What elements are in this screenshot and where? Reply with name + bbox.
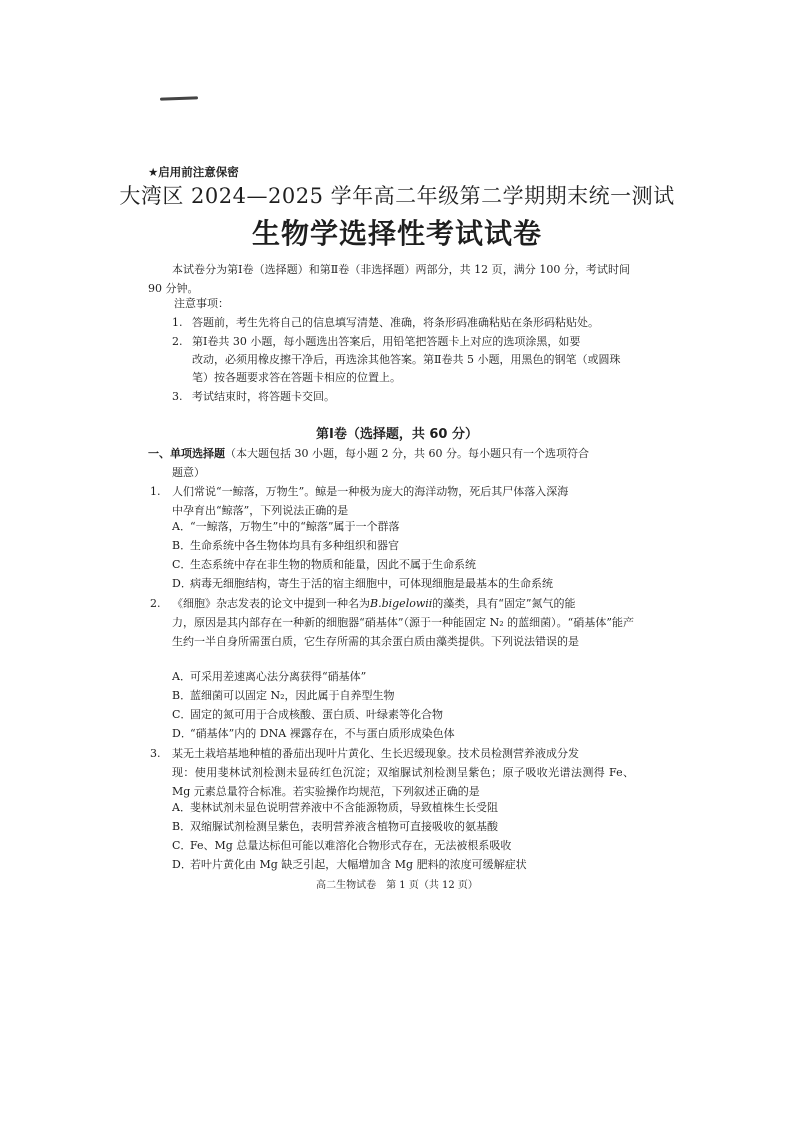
- question-stem-continued: 现：使用斐林试剂检测未显砖红色沉淀；双缩脲试剂检测呈紫色；原子吸收光谱法测得 Fe、Mg 元素总量符合标准。若实验操作均规范，下列叙述正确的是: [172, 766, 634, 798]
- note-text: 答题前，考生先将自己的信息填写清楚、准确，将条形码准确粘贴在条形码粘贴处。: [192, 316, 599, 329]
- note-item: [172, 388, 632, 406]
- option-text: 斐林试剂未显色说明营养液中不含能源物质，导致植株生长受阻: [190, 801, 498, 814]
- option-c: [172, 837, 634, 855]
- option-label: A．: [172, 520, 191, 533]
- option-label: A．: [172, 670, 191, 683]
- note-number: 2.: [172, 335, 183, 348]
- option-label: D．: [172, 727, 192, 740]
- question-number: 2.: [150, 597, 161, 610]
- part-description: （本大题包括 30 小题，每小题 2 分，共 60 分。每小题只有一个选项符合: [225, 447, 589, 460]
- option-a: [172, 518, 634, 536]
- notes-title: 注意事项：: [174, 297, 229, 310]
- part-description-continued: 题意）: [172, 466, 205, 479]
- question-number: 1.: [150, 485, 161, 498]
- question-stem-continued: 力，原因是其内部存在一种新的细胞器“硝基体”（源于一种能固定 N₂ 的蓝细菌）。“硝基体”能产生约一半自身所需蛋白质，它生存所需的其余蛋白质由藻类提供。下列说法错误的是: [172, 616, 634, 648]
- option-d: [172, 575, 634, 593]
- option-label: B．: [172, 820, 192, 833]
- option-text: 固定的氮可用于合成核酸、蛋白质、叶绿素等化合物: [190, 708, 443, 721]
- option-a: [172, 799, 634, 817]
- question-stem-tail: 的藻类，具有“固定”氮气的能: [432, 597, 576, 610]
- option-b: [172, 537, 634, 555]
- option-label: C．: [172, 558, 192, 571]
- question-3: [150, 744, 634, 801]
- exam-subtitle: 大湾区 2024—2025 学年高二年级第二学期期末统一测试: [119, 184, 675, 208]
- confidential-label: ★启用前注意保密: [148, 165, 239, 179]
- option-c: [172, 706, 634, 724]
- option-b: [172, 687, 634, 705]
- option-text: 蓝细菌可以固定 N₂，因此属于自养型生物: [190, 689, 395, 702]
- part-label: 一、单项选择题: [148, 447, 225, 460]
- note-text-continued: 改动，必须用橡皮擦干净后，再选涂其他答案。第Ⅱ卷共 5 小题，用黑色的钢笔（或圆珠笔）按各题要求答在答题卡相应的位置上。: [192, 353, 621, 384]
- option-text: “硝基体”内的 DNA 裸露存在，不与蛋白质形成染色体: [190, 727, 455, 740]
- option-label: C．: [172, 839, 192, 852]
- species-name: B.bigelowii: [370, 597, 433, 610]
- note-number: 1.: [172, 316, 183, 329]
- note-number: 3.: [172, 390, 183, 403]
- question-number: 3.: [150, 747, 161, 760]
- option-text: Fe、Mg 总量达标但可能以难溶化合物形式存在，无法被根系吸收: [190, 839, 512, 852]
- question-2: [150, 594, 634, 651]
- option-text: 可采用差速离心法分离获得“硝基体”: [190, 670, 367, 683]
- scan-smudge: [160, 96, 198, 100]
- option-c: [172, 556, 634, 574]
- note-text: 第Ⅰ卷共 30 小题，每小题选出答案后，用铅笔把答题卡上对应的选项涂黑，如要: [192, 335, 581, 348]
- note-item: [172, 333, 632, 387]
- option-text: 病毒无细胞结构，寄生于活的宿主细胞中，可体现细胞是最基本的生命系统: [190, 577, 553, 590]
- note-item: [172, 314, 632, 332]
- option-label: C．: [172, 708, 192, 721]
- question-stem-continued: 中孕育出“鲸落”，下列说法正确的是: [172, 504, 349, 517]
- option-text: 生态系统中存在非生物的物质和能量，因此不属于生命系统: [190, 558, 476, 571]
- exam-intro: 本试卷分为第Ⅰ卷（选择题）和第Ⅱ卷（非选择题）两部分，共 12 页，满分 100 分，考试时间 90 分钟。: [148, 263, 630, 295]
- option-b: [172, 818, 634, 836]
- question-stem: 人们常说“一鲸落，万物生”。鲸是一种极为庞大的海洋动物，死后其尸体落入深海: [172, 485, 569, 498]
- question-stem: 某无土栽培基地种植的番茄出现叶片黄化、生长迟缓现象。技术员检测营养液成分发: [172, 747, 579, 760]
- option-text: 生命系统中各生物体均具有多种组织和器官: [190, 539, 399, 552]
- option-label: D．: [172, 577, 192, 590]
- part-heading: [148, 444, 634, 482]
- option-label: B．: [172, 539, 192, 552]
- option-d: [172, 856, 634, 874]
- option-label: D．: [172, 858, 192, 871]
- option-label: A．: [172, 801, 191, 814]
- option-a: [172, 668, 634, 686]
- option-text: “一鲸落，万物生”中的“鲸落”属于一个群落: [190, 520, 400, 533]
- section-title: 第Ⅰ卷（选择题，共 60 分）: [316, 427, 478, 442]
- note-text: 考试结束时，将答题卡交回。: [192, 390, 335, 403]
- question-1: [150, 482, 634, 520]
- option-d: [172, 725, 634, 743]
- page-footer: 高二生物试卷 第 1 页（共 12 页）: [316, 880, 478, 891]
- option-text: 若叶片黄化由 Mg 缺乏引起，大幅增加含 Mg 肥料的浓度可缓解症状: [190, 858, 527, 871]
- question-stem: 《细胞》杂志发表的论文中提到一种名为: [172, 597, 370, 610]
- exam-title: 生物学选择性考试试卷: [251, 217, 542, 250]
- option-text: 双缩脲试剂检测呈紫色，表明营养液含植物可直接吸收的氨基酸: [190, 820, 498, 833]
- option-label: B．: [172, 689, 192, 702]
